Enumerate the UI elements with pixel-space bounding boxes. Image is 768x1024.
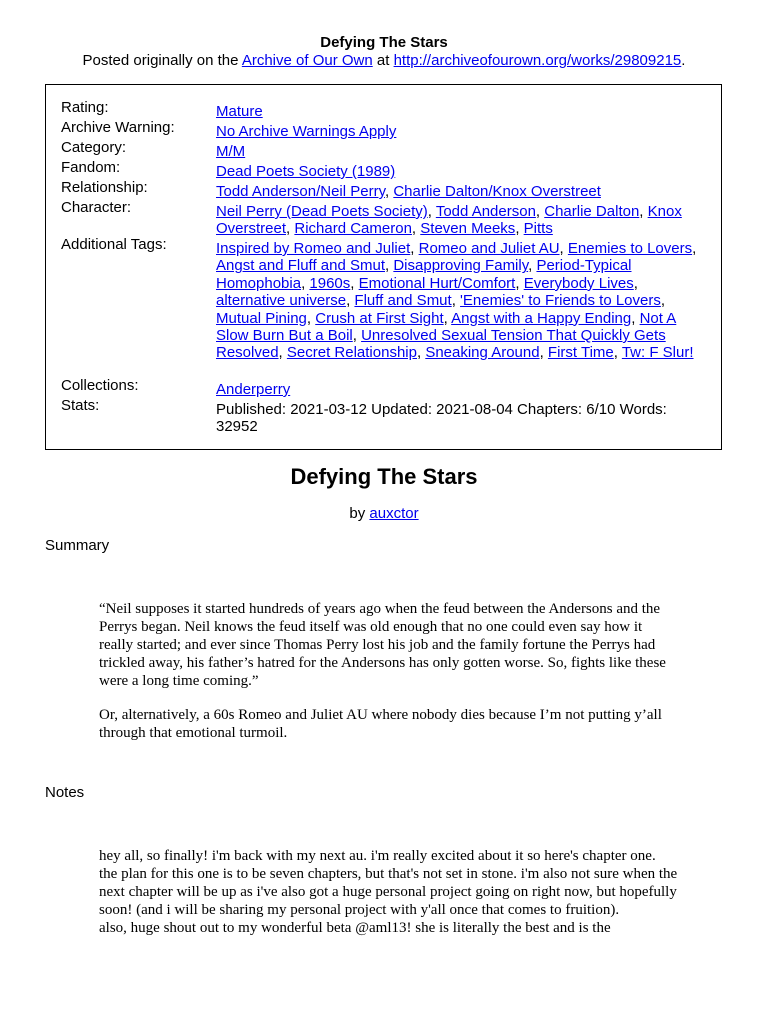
character-list bbox=[216, 203, 706, 238]
posted-period: . bbox=[681, 52, 686, 69]
tag-link[interactable]: Not A Slow Burn But a Boil bbox=[216, 309, 677, 345]
notes-line: hey all, so finally! i'm back with my next au. i'm really excited about it so here's chapter one. bbox=[99, 848, 656, 864]
notes-line: also, huge shout out to my wonderful beta @aml13! she is literally the best and is the bbox=[99, 920, 611, 936]
list-separator: , bbox=[535, 203, 545, 220]
stats-value bbox=[216, 401, 706, 436]
tag-link[interactable]: Steven Meeks bbox=[420, 220, 516, 238]
stats-label: Stats: bbox=[61, 397, 100, 414]
tag-link[interactable]: Todd Anderson/Neil Perry bbox=[216, 183, 385, 200]
tag-link[interactable]: Everybody Lives bbox=[523, 274, 634, 292]
document-header-title: Defying The Stars bbox=[320, 34, 448, 51]
tag-link[interactable]: First Time bbox=[547, 344, 614, 362]
list-separator: , bbox=[306, 309, 316, 327]
tag-link[interactable]: Sneaking Around bbox=[425, 344, 540, 362]
work-title: Defying The Stars bbox=[290, 464, 478, 489]
tags-label: Additional Tags: bbox=[61, 236, 167, 253]
list-separator: , bbox=[301, 274, 310, 292]
posted-line bbox=[0, 52, 768, 69]
tag-link[interactable]: Charlie Dalton bbox=[544, 203, 640, 220]
work-url-link[interactable]: http://archiveofourown.org/works/29809215 bbox=[393, 52, 682, 69]
tag-link[interactable]: Angst with a Happy Ending bbox=[451, 309, 632, 327]
archive-link[interactable]: Archive of Our Own bbox=[241, 52, 373, 69]
tag-link[interactable]: Mutual Pining bbox=[216, 309, 307, 327]
posted-at: at bbox=[372, 52, 394, 69]
tag-link[interactable]: Angst and Fluff and Smut bbox=[216, 257, 385, 275]
character-label: Character: bbox=[61, 199, 132, 216]
posted-prefix: Posted originally on the bbox=[82, 52, 242, 69]
list-separator: , bbox=[443, 309, 452, 327]
warning-link[interactable]: No Archive Warnings Apply bbox=[216, 123, 397, 140]
category-link[interactable]: M/M bbox=[216, 143, 246, 160]
rating-label: Rating: bbox=[61, 99, 109, 116]
list-separator: , bbox=[451, 292, 461, 310]
summary-paragraph: Or, alternatively, a 60s Romeo and Juliet AU where nobody dies because I’m not putting y’all through that emotional turmoil. bbox=[99, 707, 662, 741]
list-separator: , bbox=[350, 274, 359, 292]
fandom-label: Fandom: bbox=[61, 159, 121, 176]
list-separator: , bbox=[528, 257, 537, 275]
summary-paragraph: “Neil supposes it started hundreds of years ago when the feud between the Andersons and the Perrys began. Neil knows the feud itself was old enough that no one could even say how it really started; and ever since Thomas Perry lost his job and the family fortune the Perrys had trickled away, his father’s hatred for the Andersons has only gotten worse. So, fights like these were a long time coming.” bbox=[99, 601, 666, 689]
byline-prefix: by bbox=[349, 505, 370, 522]
stats-line-2: 32952 bbox=[216, 418, 258, 436]
tag-link[interactable]: Disapproving Family bbox=[393, 257, 529, 275]
list-separator: , bbox=[559, 240, 568, 257]
list-separator: , bbox=[660, 292, 666, 310]
list-separator: , bbox=[278, 344, 287, 362]
notes-line: the plan for this one is to be seven chapters, but that's not set in stone. i'm also not sure when the next chapter will be up as i've also got a huge personal project going on right now, but hopefully soon! (and i will be sharing my personal project with y'all once that comes to fruition). bbox=[99, 866, 678, 918]
category-label: Category: bbox=[61, 139, 127, 156]
tag-link[interactable]: Charlie Dalton/Knox Overstreet bbox=[393, 183, 601, 200]
relationship-list bbox=[216, 183, 706, 200]
author-link[interactable]: auxctor bbox=[369, 505, 419, 522]
tag-link[interactable]: Secret Relationship bbox=[286, 344, 417, 362]
rating-link[interactable]: Mature bbox=[216, 103, 263, 120]
relationship-label: Relationship: bbox=[61, 179, 148, 196]
list-separator: , bbox=[385, 257, 394, 275]
tag-link[interactable]: Todd Anderson bbox=[435, 203, 536, 220]
tag-link[interactable]: 'Enemies' to Friends to Lovers bbox=[460, 292, 661, 310]
notes-heading: Notes bbox=[45, 784, 85, 801]
collections-label: Collections: bbox=[61, 377, 139, 394]
list-separator: , bbox=[427, 203, 436, 220]
fandom-link[interactable]: Dead Poets Society (1989) bbox=[216, 163, 396, 180]
byline bbox=[0, 505, 768, 522]
tag-link[interactable]: Unresolved Sexual Tension That Quickly Gets Resolved bbox=[216, 327, 666, 362]
list-separator: , bbox=[410, 240, 419, 257]
stats-line-1: Published: 2021-03-12 Updated: 2021-08-04 Chapters: 6/10 Words: bbox=[216, 401, 667, 418]
list-separator: , bbox=[633, 274, 638, 292]
list-separator: , bbox=[631, 309, 640, 327]
list-separator: , bbox=[515, 220, 524, 238]
tags-list bbox=[216, 240, 706, 362]
list-separator: , bbox=[416, 344, 426, 362]
warning-label: Archive Warning: bbox=[61, 119, 175, 136]
list-separator: , bbox=[411, 220, 421, 238]
list-separator: , bbox=[352, 327, 362, 345]
list-separator: , bbox=[346, 292, 355, 310]
tag-link[interactable]: Period-Typical Homophobia bbox=[216, 257, 632, 292]
tag-link[interactable]: 1960s bbox=[309, 274, 351, 292]
tag-link[interactable]: Tw: F Slur! bbox=[621, 344, 694, 362]
tag-link[interactable]: alternative universe bbox=[216, 292, 347, 310]
tag-link[interactable]: Neil Perry (Dead Poets Society) bbox=[216, 203, 428, 220]
tag-link[interactable]: Crush at First Sight bbox=[315, 309, 444, 327]
list-separator: , bbox=[613, 344, 622, 362]
tag-link[interactable]: Inspired by Romeo and Juliet bbox=[216, 240, 411, 257]
tag-link[interactable]: Pitts bbox=[523, 220, 553, 238]
collection-link[interactable]: Anderperry bbox=[216, 381, 291, 398]
list-separator: , bbox=[639, 203, 648, 220]
list-separator: , bbox=[384, 183, 394, 200]
tag-link[interactable]: Romeo and Juliet AU bbox=[418, 240, 560, 257]
tag-link[interactable]: Enemies to Lovers bbox=[567, 240, 693, 257]
list-separator: , bbox=[515, 274, 524, 292]
list-separator: , bbox=[286, 220, 295, 238]
summary-text bbox=[99, 600, 679, 742]
tag-link[interactable]: Fluff and Smut bbox=[354, 292, 452, 310]
summary-heading: Summary bbox=[45, 537, 110, 554]
list-separator: , bbox=[692, 240, 697, 257]
tag-link[interactable]: Richard Cameron bbox=[294, 220, 412, 238]
notes-text bbox=[99, 847, 679, 937]
tag-link[interactable]: Knox Overstreet bbox=[216, 203, 682, 238]
tag-link[interactable]: Emotional Hurt/Comfort bbox=[358, 274, 516, 292]
metadata-box bbox=[45, 84, 722, 450]
list-separator: , bbox=[539, 344, 548, 362]
